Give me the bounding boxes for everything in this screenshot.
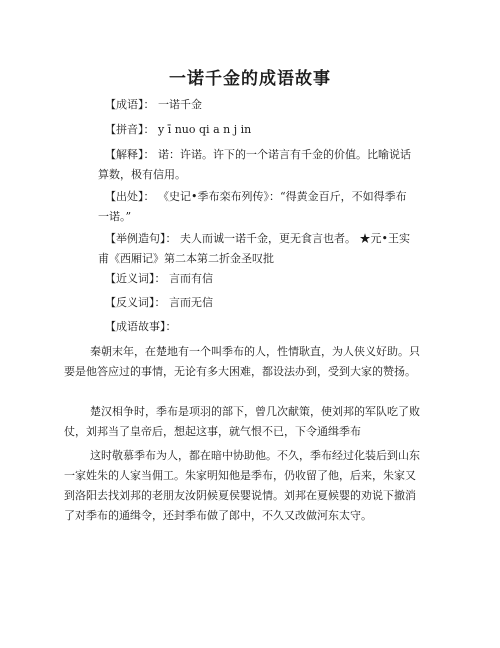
section-value: 《史记•季布栾布列传》：“得黄金百斤，不如得季布一诺。” xyxy=(98,190,407,223)
section-story-heading xyxy=(98,317,410,337)
section-example xyxy=(98,229,416,269)
section-label: 【举例造句】： xyxy=(105,232,177,245)
section-value: 言而有信 xyxy=(169,272,213,285)
section-label: 【拼音】： xyxy=(105,123,155,136)
section-label: 【解释】： xyxy=(105,148,155,161)
section-label: 【成语】： xyxy=(105,98,155,111)
section-value: y ī nuo qi a n j in xyxy=(158,123,252,136)
section-antonym xyxy=(98,293,410,313)
section-label: 【出处】： xyxy=(105,190,155,203)
section-pinyin xyxy=(98,120,410,140)
section-value: 言而无信 xyxy=(169,296,213,309)
section-value: 一诺千金 xyxy=(158,98,202,111)
story-paragraph: 秦朝末年，在楚地有一个叫季布的人，性情耿直，为人侠义好助。只要是他答应过的事情，无论有多大困难，都设法办到，受到大家的赞扬。 xyxy=(64,345,420,378)
section-synonym xyxy=(98,269,410,289)
section-label: 【成语故事】： xyxy=(105,320,177,333)
section-value: 夫人而诚一诺千金，更无食言也者。 ★元•王实甫《西厢记》第二本第二折金圣叹批 xyxy=(98,232,410,265)
section-idiom xyxy=(98,95,410,115)
section-value: 诺：许诺。许下的一个诺言有千金的价值。比喻说话算数，极有信用。 xyxy=(98,148,411,181)
story-paragraph: 这时敬慕季布为人，都在暗中协助他。不久，季布经过化装后到山东一家姓朱的人家当佣工。朱家明知他是季布，仍收留了他，后来，朱家又到洛阳去找刘邦的老朋友汝阴候夏侯婴说情。刘邦在夏候婴的劝说下撤消了对季布的通缉令，还封季布做了郎中，不久又改做河东太守。 xyxy=(64,449,420,522)
section-label: 【近义词】： xyxy=(105,272,166,285)
story-paragraph: 楚汉相争时，季布是项羽的部下，曾几次献策，使刘邦的军队吃了败仗，刘邦当了皇帝后，想起这事，就气恨不已，下令通缉季布 xyxy=(64,405,420,438)
page-title: 一诺千金的成语故事 xyxy=(169,69,331,89)
section-label: 【反义词】： xyxy=(105,296,166,309)
section-explanation xyxy=(98,145,416,185)
section-source xyxy=(98,187,416,227)
